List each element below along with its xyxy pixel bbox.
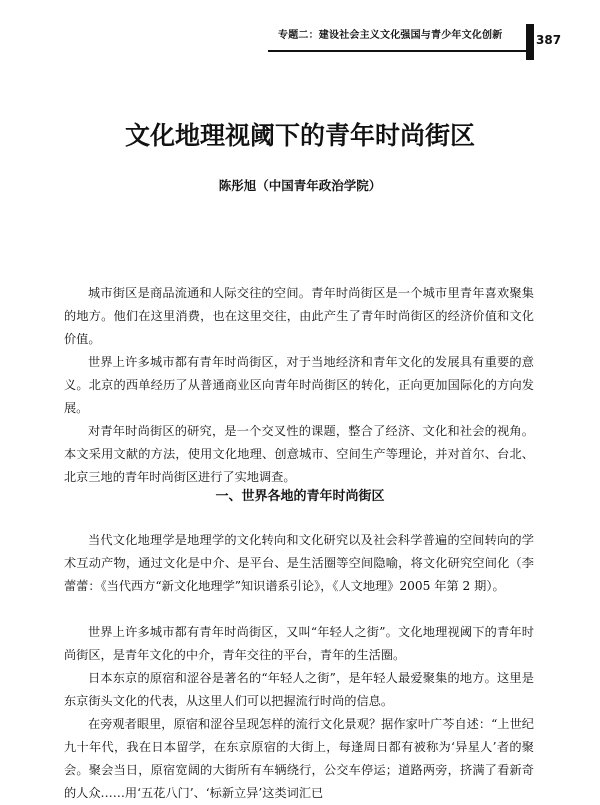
- body-paragraph-4: 在旁观者眼里，原宿和涩谷呈现怎样的流行文化景观？据作家叶广芩自述：“上世纪九十年代，我在日本留学，在东京原宿的大街上，每逢周日都有被称为‘异星人’者的聚会。聚会当日，原宿宽阔的大街所有车辆绕行，公交车停运；道路两旁，挤满了看新奇的人众……用‘五花八门’、‘标新立异’这类词汇已: [64, 717, 534, 800]
- running-header: [0, 20, 600, 60]
- abstract-paragraph-2: 世界上许多城市都有青年时尚街区，对于当地经济和青年文化的发展具有重要的意义。北京的西单经历了从普通商业区向青年时尚街区的转化，正向更加国际化的方向发展。: [64, 355, 534, 415]
- page-number: 387: [536, 33, 562, 47]
- abstract-paragraph-1: 城市街区是商品流通和人际交往的空间。青年时尚街区是一个城市里青年喜欢聚集的地方。他们在这里消费，也在这里交往，由此产生了青年时尚街区的经济价值和文化价值。: [64, 286, 534, 346]
- article-author: 陈彤旭（中国青年政治学院）: [218, 178, 382, 193]
- page-number-bar: [526, 24, 534, 60]
- abstract-paragraph-3: 对青年时尚街区的研究，是一个交叉性的课题，整合了经济、文化和社会的视角。本文采用文献的方法，使用文化地理、创意城市、空间生产等理论，并对首尔、台北、北京三地的青年时尚街区进行了实地调查。: [64, 424, 534, 484]
- body-paragraph-1: 当代文化地理学是地理学的文化转向和文化研究以及社会科学普遍的空间转向的学术互动产物，通过文化是中介、是平台、是生活圈等空间隐喻，将文化研究空间化（李蕾蕾：《当代西方“新文化地理学”知识谱系引论》，《人文地理》2005 年第 2 期）。: [64, 533, 534, 593]
- running-title: 专题二：建设社会主义文化强国与青少年文化创新: [278, 30, 503, 41]
- article-title: 文化地理视阈下的青年时尚街区: [124, 121, 475, 150]
- section-heading: 一、世界各地的青年时尚街区: [215, 489, 385, 504]
- body-paragraph-3: 日本东京的原宿和涩谷是著名的“年轻人之街”，是年轻人最爱聚集的地方。这里是东京街头文化的代表，从这里人们可以把握流行时尚的信息。: [64, 671, 534, 708]
- header-rule: [268, 50, 526, 52]
- body-paragraph-2: 世界上许多城市都有青年时尚街区，又叫“年轻人之街”。文化地理视阈下的青年时尚街区，是青年文化的中介，青年交往的平台，青年的生活圈。: [64, 625, 534, 662]
